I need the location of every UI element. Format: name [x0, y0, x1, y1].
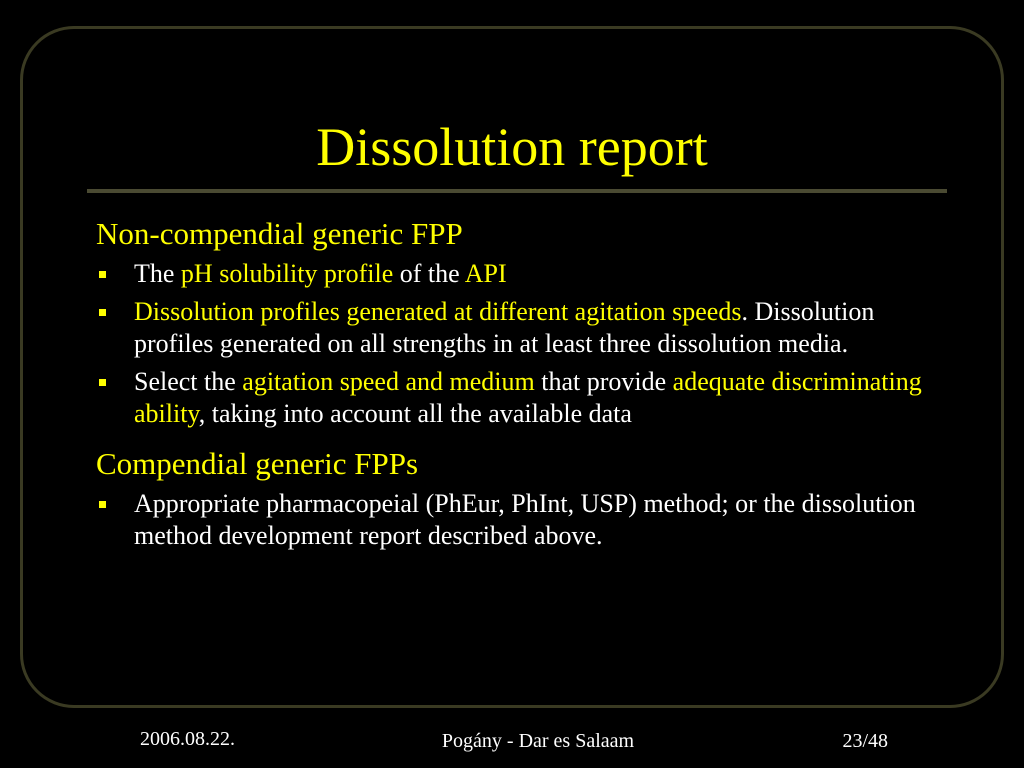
bullet-text: Appropriate pharmacopeial (PhEur, PhInt, USP) method; or the dissolution method development report described above.: [134, 488, 916, 550]
bullet-text: , taking into account all the available data: [198, 399, 632, 428]
title-divider: [87, 189, 947, 193]
footer-date: 2006.08.22.: [140, 728, 235, 750]
footer-presenter: Pogány - Dar es Salaam: [441, 730, 635, 752]
bullet-text: . Dissolution profiles generated on all strengths in at least three dissolution media.: [134, 296, 875, 358]
bullet-text: of the: [393, 259, 465, 288]
bullet-item-ph-profile: [96, 258, 946, 291]
highlight-text: pH solubility profile: [180, 259, 394, 288]
bullet-list-non-compendial: [96, 258, 946, 431]
bullet-item-pharmacopeial-method: [96, 488, 946, 553]
slide-title: Dissolution report: [316, 117, 708, 177]
section-heading-non-compendial: Non-compendial generic FPP: [96, 216, 463, 251]
slide-content: [96, 214, 946, 558]
highlight-text: API: [464, 259, 507, 288]
bullet-list-compendial: [96, 488, 946, 553]
footer-page-number: 23/48: [842, 730, 888, 752]
square-bullet-icon: [99, 271, 106, 278]
highlight-text: adequate discriminating ability: [134, 366, 922, 428]
section-heading-compendial: Compendial generic FPPs: [96, 445, 419, 481]
highlight-text: Dissolution profiles generated at different agitation speeds: [134, 296, 742, 326]
bullet-item-dissolution-profiles: [96, 296, 946, 361]
bullet-text: Select the: [134, 366, 243, 396]
bullet-item-agitation-speed: [96, 366, 946, 431]
square-bullet-icon: [99, 379, 106, 386]
square-bullet-icon: [99, 309, 106, 316]
bullet-text: The: [134, 259, 181, 288]
highlight-text: agitation speed and medium: [242, 366, 535, 396]
bullet-text: that provide: [534, 366, 673, 396]
square-bullet-icon: [99, 501, 106, 508]
